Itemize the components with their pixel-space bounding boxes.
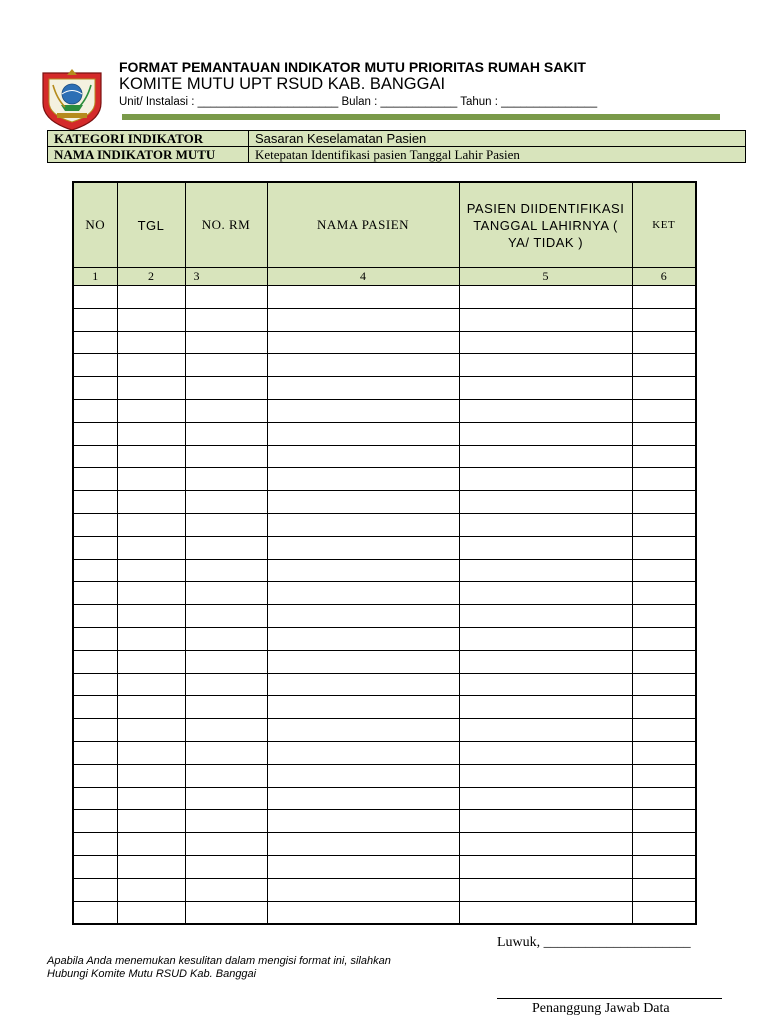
signature-line — [497, 998, 722, 999]
indicator-info-table — [47, 130, 746, 163]
entry-cell[interactable] — [459, 901, 632, 924]
nama-indikator-label: NAMA INDIKATOR MUTU — [48, 147, 249, 163]
entry-cell[interactable] — [185, 331, 267, 354]
entry-cell[interactable] — [73, 536, 117, 559]
committee-title: KOMITE MUTU UPT RSUD KAB. BANGGAI — [119, 75, 446, 93]
entry-cell[interactable] — [185, 787, 267, 810]
entry-cell[interactable] — [267, 605, 459, 628]
entry-cell[interactable] — [185, 354, 267, 377]
entry-cell[interactable] — [632, 308, 696, 331]
entry-cell[interactable] — [73, 650, 117, 673]
column-number: 1 — [73, 268, 117, 286]
table-row — [73, 650, 696, 673]
entry-cell[interactable] — [632, 810, 696, 833]
table-row — [73, 536, 696, 559]
entry-cell[interactable] — [117, 331, 185, 354]
entry-cell[interactable] — [73, 833, 117, 856]
entry-cell[interactable] — [73, 764, 117, 787]
entry-cell[interactable] — [267, 445, 459, 468]
entry-cell[interactable] — [632, 399, 696, 422]
header-ket: KET — [632, 182, 696, 268]
entry-cell[interactable] — [459, 491, 632, 514]
table-row — [73, 627, 696, 650]
entry-cell[interactable] — [73, 810, 117, 833]
column-number-row — [73, 268, 696, 286]
table-row — [73, 855, 696, 878]
kategori-row — [48, 131, 746, 147]
table-row — [73, 878, 696, 901]
column-number: 2 — [117, 268, 185, 286]
entry-cell[interactable] — [73, 422, 117, 445]
entry-cell[interactable] — [459, 787, 632, 810]
entry-cell[interactable] — [459, 582, 632, 605]
entry-cell[interactable] — [185, 719, 267, 742]
nama-indikator-row — [48, 147, 746, 163]
entry-cell[interactable] — [117, 445, 185, 468]
table-row — [73, 696, 696, 719]
entry-cell[interactable] — [185, 810, 267, 833]
entry-cell[interactable] — [632, 719, 696, 742]
header-no: NO — [73, 182, 117, 268]
entry-cell[interactable] — [117, 627, 185, 650]
entry-cell[interactable] — [185, 445, 267, 468]
entry-cell[interactable] — [117, 901, 185, 924]
entry-cell[interactable] — [185, 308, 267, 331]
banggai-regency-emblem — [37, 63, 107, 131]
table-row — [73, 605, 696, 628]
table-row — [73, 308, 696, 331]
entry-cell[interactable] — [267, 719, 459, 742]
entry-cell[interactable] — [73, 741, 117, 764]
entry-cell[interactable] — [632, 286, 696, 309]
entry-cell[interactable] — [185, 559, 267, 582]
table-row — [73, 445, 696, 468]
entry-cell[interactable] — [267, 673, 459, 696]
entry-cell[interactable] — [632, 445, 696, 468]
entry-cell[interactable] — [632, 741, 696, 764]
table-row — [73, 741, 696, 764]
entry-cell[interactable] — [185, 605, 267, 628]
entry-cell[interactable] — [459, 536, 632, 559]
entry-cell[interactable] — [185, 582, 267, 605]
table-row — [73, 399, 696, 422]
entry-cell[interactable] — [267, 308, 459, 331]
table-row — [73, 377, 696, 400]
entry-cell[interactable] — [117, 582, 185, 605]
entry-cell[interactable] — [73, 468, 117, 491]
entry-cell[interactable] — [267, 787, 459, 810]
entry-cell[interactable] — [267, 627, 459, 650]
entry-cell[interactable] — [185, 513, 267, 536]
table-row — [73, 719, 696, 742]
entry-cell[interactable] — [117, 810, 185, 833]
entry-cell[interactable] — [185, 673, 267, 696]
entry-cell[interactable] — [267, 810, 459, 833]
entry-cell[interactable] — [632, 673, 696, 696]
entry-cell[interactable] — [267, 422, 459, 445]
entry-cell[interactable] — [185, 764, 267, 787]
entry-cell[interactable] — [73, 696, 117, 719]
help-note-line: Hubungi Komite Mutu RSUD Kab. Banggai — [47, 968, 257, 980]
table-row — [73, 764, 696, 787]
table-row — [73, 286, 696, 309]
entry-cell[interactable] — [632, 833, 696, 856]
entry-cell[interactable] — [459, 855, 632, 878]
table-row — [73, 331, 696, 354]
entry-cell[interactable] — [632, 650, 696, 673]
table-header-row — [73, 182, 696, 268]
entry-cell[interactable] — [459, 605, 632, 628]
table-row — [73, 810, 696, 833]
entry-cell[interactable] — [459, 833, 632, 856]
entry-cell[interactable] — [632, 468, 696, 491]
header-nama-pasien: NAMA PASIEN — [267, 182, 459, 268]
entry-cell[interactable] — [117, 513, 185, 536]
entry-cell[interactable] — [459, 696, 632, 719]
entry-cell[interactable] — [459, 331, 632, 354]
entry-cell[interactable] — [73, 673, 117, 696]
entry-cell[interactable] — [632, 855, 696, 878]
entry-cell[interactable] — [73, 855, 117, 878]
entry-cell[interactable] — [185, 833, 267, 856]
entry-cell[interactable] — [117, 605, 185, 628]
entry-cell[interactable] — [117, 536, 185, 559]
entry-cell[interactable] — [459, 559, 632, 582]
entry-cell[interactable] — [459, 673, 632, 696]
entry-cell[interactable] — [117, 719, 185, 742]
entry-cell[interactable] — [73, 559, 117, 582]
entry-cell[interactable] — [267, 354, 459, 377]
entry-cell[interactable] — [632, 878, 696, 901]
entry-cell[interactable] — [73, 286, 117, 309]
column-number: 4 — [267, 268, 459, 286]
entry-cell[interactable] — [117, 559, 185, 582]
entry-cell[interactable] — [632, 491, 696, 514]
place-date-line: Luwuk, _____________________ — [497, 935, 691, 950]
entry-cell[interactable] — [117, 399, 185, 422]
signature-label: Penanggung Jawab Data — [532, 1001, 670, 1016]
entry-cell[interactable] — [632, 901, 696, 924]
entry-cell[interactable] — [117, 354, 185, 377]
entry-cell[interactable] — [632, 627, 696, 650]
entry-cell[interactable] — [267, 536, 459, 559]
entry-cell[interactable] — [185, 491, 267, 514]
entry-cell[interactable] — [117, 650, 185, 673]
table-row — [73, 354, 696, 377]
table-row — [73, 901, 696, 924]
entry-cell[interactable] — [185, 627, 267, 650]
entry-cell[interactable] — [73, 878, 117, 901]
column-number: 3 — [185, 268, 267, 286]
entry-cell[interactable] — [459, 377, 632, 400]
entry-cell[interactable] — [185, 468, 267, 491]
entry-cell[interactable] — [73, 787, 117, 810]
entry-cell[interactable] — [459, 308, 632, 331]
entry-cell[interactable] — [73, 719, 117, 742]
entry-cell[interactable] — [267, 741, 459, 764]
entry-cell[interactable] — [632, 422, 696, 445]
table-row — [73, 513, 696, 536]
entry-cell[interactable] — [73, 331, 117, 354]
entry-cell[interactable] — [185, 286, 267, 309]
column-number: 5 — [459, 268, 632, 286]
entry-cell[interactable] — [185, 696, 267, 719]
table-row — [73, 422, 696, 445]
table-row — [73, 491, 696, 514]
entry-cell[interactable] — [267, 331, 459, 354]
entry-cell[interactable] — [117, 764, 185, 787]
entry-cell[interactable] — [117, 787, 185, 810]
table-row — [73, 582, 696, 605]
entry-cell[interactable] — [117, 878, 185, 901]
entry-cell[interactable] — [185, 536, 267, 559]
header-pasien-diidentifikasi: PASIEN DIIDENTIFIKASI TANGGAL LAHIRNYA ( YA/ TIDAK ) — [459, 182, 632, 268]
entry-cell[interactable] — [459, 878, 632, 901]
entry-cell[interactable] — [459, 399, 632, 422]
help-note — [47, 955, 391, 981]
entry-cell[interactable] — [267, 764, 459, 787]
green-divider — [122, 114, 720, 120]
entry-cell[interactable] — [185, 650, 267, 673]
entry-cell[interactable] — [267, 559, 459, 582]
entry-cell[interactable] — [632, 582, 696, 605]
entry-cell[interactable] — [267, 901, 459, 924]
entry-cell[interactable] — [185, 901, 267, 924]
help-note-line: Apabila Anda menemukan kesulitan dalam mengisi format ini, silahkan — [47, 955, 391, 967]
entry-cell[interactable] — [267, 399, 459, 422]
entry-cell[interactable] — [117, 286, 185, 309]
entry-rows — [73, 286, 696, 925]
entry-cell[interactable] — [73, 605, 117, 628]
entry-cell[interactable] — [267, 286, 459, 309]
entry-cell[interactable] — [267, 696, 459, 719]
entry-cell[interactable] — [459, 719, 632, 742]
table-row — [73, 833, 696, 856]
unit-month-year-line: Unit/ Instalasi : ______________________ Bulan : ____________ Tahun : _______________ — [119, 96, 598, 108]
entry-cell[interactable] — [185, 399, 267, 422]
entry-cell[interactable] — [185, 377, 267, 400]
entry-cell[interactable] — [117, 491, 185, 514]
entry-cell[interactable] — [73, 491, 117, 514]
entry-cell[interactable] — [459, 468, 632, 491]
entry-cell[interactable] — [459, 627, 632, 650]
table-row — [73, 787, 696, 810]
entry-cell[interactable] — [73, 582, 117, 605]
entry-cell[interactable] — [267, 855, 459, 878]
entry-cell[interactable] — [73, 308, 117, 331]
entry-cell[interactable] — [459, 810, 632, 833]
entry-cell[interactable] — [267, 491, 459, 514]
entry-cell[interactable] — [459, 764, 632, 787]
entry-cell[interactable] — [459, 445, 632, 468]
entry-cell[interactable] — [632, 536, 696, 559]
entry-cell[interactable] — [73, 513, 117, 536]
entry-cell[interactable] — [267, 582, 459, 605]
entry-cell[interactable] — [73, 354, 117, 377]
entry-cell[interactable] — [267, 878, 459, 901]
entry-cell[interactable] — [459, 286, 632, 309]
entry-cell[interactable] — [459, 741, 632, 764]
nama-indikator-value: Ketepatan Identifikasi pasien Tanggal Lahir Pasien — [249, 147, 746, 163]
form-title: FORMAT PEMANTAUAN INDIKATOR MUTU PRIORITAS RUMAH SAKIT — [119, 59, 586, 75]
entry-cell[interactable] — [459, 513, 632, 536]
entry-cell[interactable] — [632, 354, 696, 377]
entry-cell[interactable] — [185, 741, 267, 764]
header-tgl: TGL — [117, 182, 185, 268]
entry-cell[interactable] — [117, 673, 185, 696]
entry-cell[interactable] — [632, 764, 696, 787]
entry-cell[interactable] — [73, 445, 117, 468]
entry-cell[interactable] — [73, 627, 117, 650]
monitoring-table — [72, 181, 697, 925]
entry-cell[interactable] — [117, 468, 185, 491]
entry-cell[interactable] — [117, 741, 185, 764]
kategori-label: KATEGORI INDIKATOR — [48, 131, 249, 147]
entry-cell[interactable] — [117, 377, 185, 400]
entry-cell[interactable] — [632, 787, 696, 810]
entry-cell[interactable] — [459, 422, 632, 445]
entry-cell[interactable] — [117, 422, 185, 445]
entry-cell[interactable] — [267, 513, 459, 536]
entry-cell[interactable] — [73, 377, 117, 400]
entry-cell[interactable] — [267, 377, 459, 400]
entry-cell[interactable] — [632, 377, 696, 400]
entry-cell[interactable] — [632, 559, 696, 582]
entry-cell[interactable] — [632, 605, 696, 628]
table-row — [73, 468, 696, 491]
entry-cell[interactable] — [117, 308, 185, 331]
entry-cell[interactable] — [267, 650, 459, 673]
entry-cell[interactable] — [459, 354, 632, 377]
entry-cell[interactable] — [632, 696, 696, 719]
entry-cell[interactable] — [185, 878, 267, 901]
entry-cell[interactable] — [267, 833, 459, 856]
header-no-rm: NO. RM — [185, 182, 267, 268]
column-number: 6 — [632, 268, 696, 286]
entry-cell[interactable] — [117, 833, 185, 856]
entry-cell[interactable] — [117, 696, 185, 719]
table-row — [73, 673, 696, 696]
entry-cell[interactable] — [73, 901, 117, 924]
entry-cell[interactable] — [73, 399, 117, 422]
entry-cell[interactable] — [117, 855, 185, 878]
entry-cell[interactable] — [185, 422, 267, 445]
entry-cell[interactable] — [632, 513, 696, 536]
entry-cell[interactable] — [459, 650, 632, 673]
table-row — [73, 559, 696, 582]
kategori-value: Sasaran Keselamatan Pasien — [249, 131, 746, 147]
entry-cell[interactable] — [185, 855, 267, 878]
entry-cell[interactable] — [267, 468, 459, 491]
entry-cell[interactable] — [632, 331, 696, 354]
